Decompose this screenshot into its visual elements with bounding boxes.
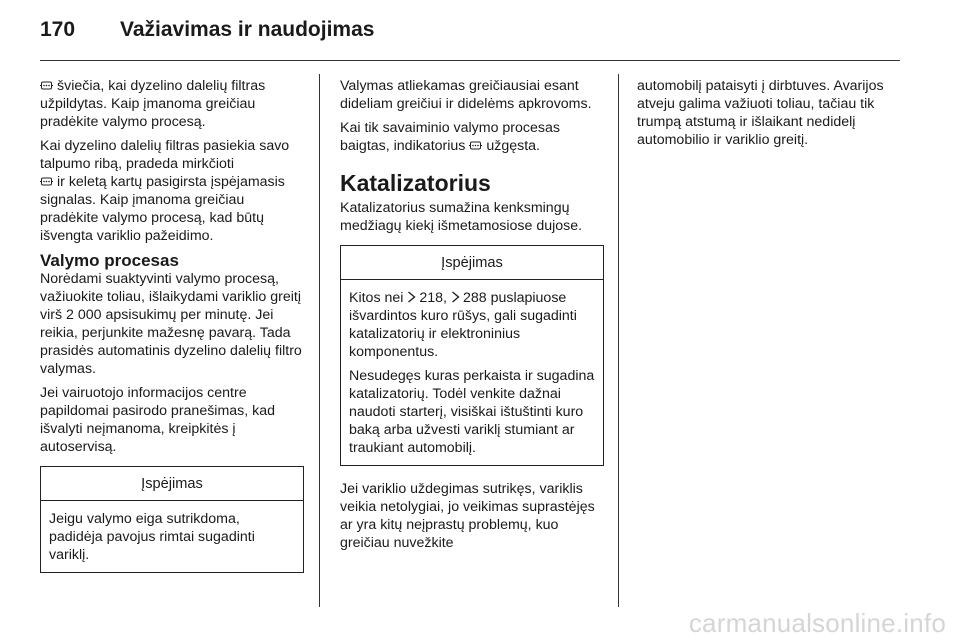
- paragraph: [340, 119, 604, 155]
- page-title: Važiavimas ir naudojimas: [120, 18, 375, 41]
- dpf-indicator-icon: [40, 80, 53, 91]
- paragraph-text: ir keletą kartų pasigirsta įspėjamasis signalas. Kaip įmanoma greičiau pradėkite valymo procesą, kad būtų išvengta variklio pažeidimo.: [40, 174, 285, 244]
- watermark: carmanualsonline.info: [688, 608, 946, 638]
- paragraph: Katalizatorius sumažina kenksmingų medžiagų kiekį išmetamosiose dujose.: [340, 200, 583, 234]
- page-reference-arrow-icon: [407, 291, 416, 303]
- warning-body: [41, 501, 303, 572]
- paragraph: Norėdami suaktyvinti valymo procesą, važiuokite toliau, išlaikydami variklio greitį virš 2 000 apsisukimų per minutę. Jei reikia, perjunkite mažesnę pavarą. Tada prasidės automatinis dyzelino dalelių filtro valymas.: [40, 271, 302, 377]
- warning-title: Įspėjimas: [41, 467, 303, 501]
- column-2: [340, 77, 604, 558]
- paragraph: Jei variklio uždegimas sutrikęs, variklis veikia netolygiai, jo veikimas suprastėjęs ar yra kitų neįprastų problemų, kuo greičiau nuvežkite: [340, 481, 595, 551]
- page-reference-link[interactable]: 288: [462, 290, 487, 306]
- warning-text-part: puslapiuose išvardintos kuro rūšys, gali sugadinti katalizatorių ir elektroninius komponentus.: [349, 290, 577, 360]
- paragraph: automobilį pataisyti į dirbtuves. Avarijos atveju galima važiuoti toliau, tačiau tik trumpą atstumą ir išlaikant nedidelį automobilio ir variklio greitį.: [637, 78, 884, 148]
- warning-text-part: Kitos nei: [349, 290, 404, 306]
- warning-box: [40, 466, 304, 573]
- warning-box: [340, 245, 604, 466]
- column-divider-1: [319, 74, 320, 607]
- paragraph-text: užgęsta.: [486, 138, 540, 154]
- dpf-indicator-icon: [40, 176, 53, 187]
- dpf-indicator-icon: [469, 140, 482, 151]
- column-1: [40, 77, 304, 573]
- column-divider-2: [618, 74, 619, 607]
- warning-title: Įspėjimas: [341, 246, 603, 280]
- paragraph: Valymas atliekamas greičiausiai esant dideliam greičiui ir didelėms apkrovoms.: [340, 78, 592, 112]
- section-heading: Katalizatorius: [340, 170, 491, 196]
- page-reference-link[interactable]: 218,: [419, 290, 447, 306]
- page-header: [40, 18, 374, 48]
- section-heading: Valymo procesas: [40, 251, 179, 270]
- paragraph-text: Kai dyzelino dalelių filtras pasiekia savo talpumo ribą, pradeda mirkčioti: [40, 138, 290, 172]
- warning-text: Jeigu valymo eiga sutrikdoma, padidėja pavojus rimtai sugadinti variklį.: [49, 511, 255, 563]
- warning-text: Nesudegęs kuras perkaista ir sugadina katalizatorių. Todėl venkite dažnai naudoti starterį, visiškai ištuštinti kuro baką arba užvesti variklį stumiant ar traukiant automobilį.: [349, 368, 595, 456]
- header-rule: [40, 60, 900, 61]
- paragraph-text: Kai tik savaiminio valymo procesas baigtas, indikatorius: [340, 120, 560, 154]
- page-number: 170: [40, 18, 76, 41]
- warning-body: [341, 280, 603, 465]
- paragraph: [40, 77, 304, 131]
- paragraph: [40, 137, 304, 245]
- paragraph: Jei vairuotojo informacijos centre papildomai pasirodo pranešimas, kad išvalyti neįmanoma, kreipkitės į autoservisą.: [40, 385, 276, 455]
- paragraph-text: šviečia, kai dyzelino dalelių filtras užpildytas. Kaip įmanoma greičiau pradėkite valymo procesą.: [40, 78, 266, 130]
- warning-text: [349, 289, 597, 361]
- page-reference-arrow-icon: [451, 291, 460, 303]
- column-3: [637, 77, 901, 155]
